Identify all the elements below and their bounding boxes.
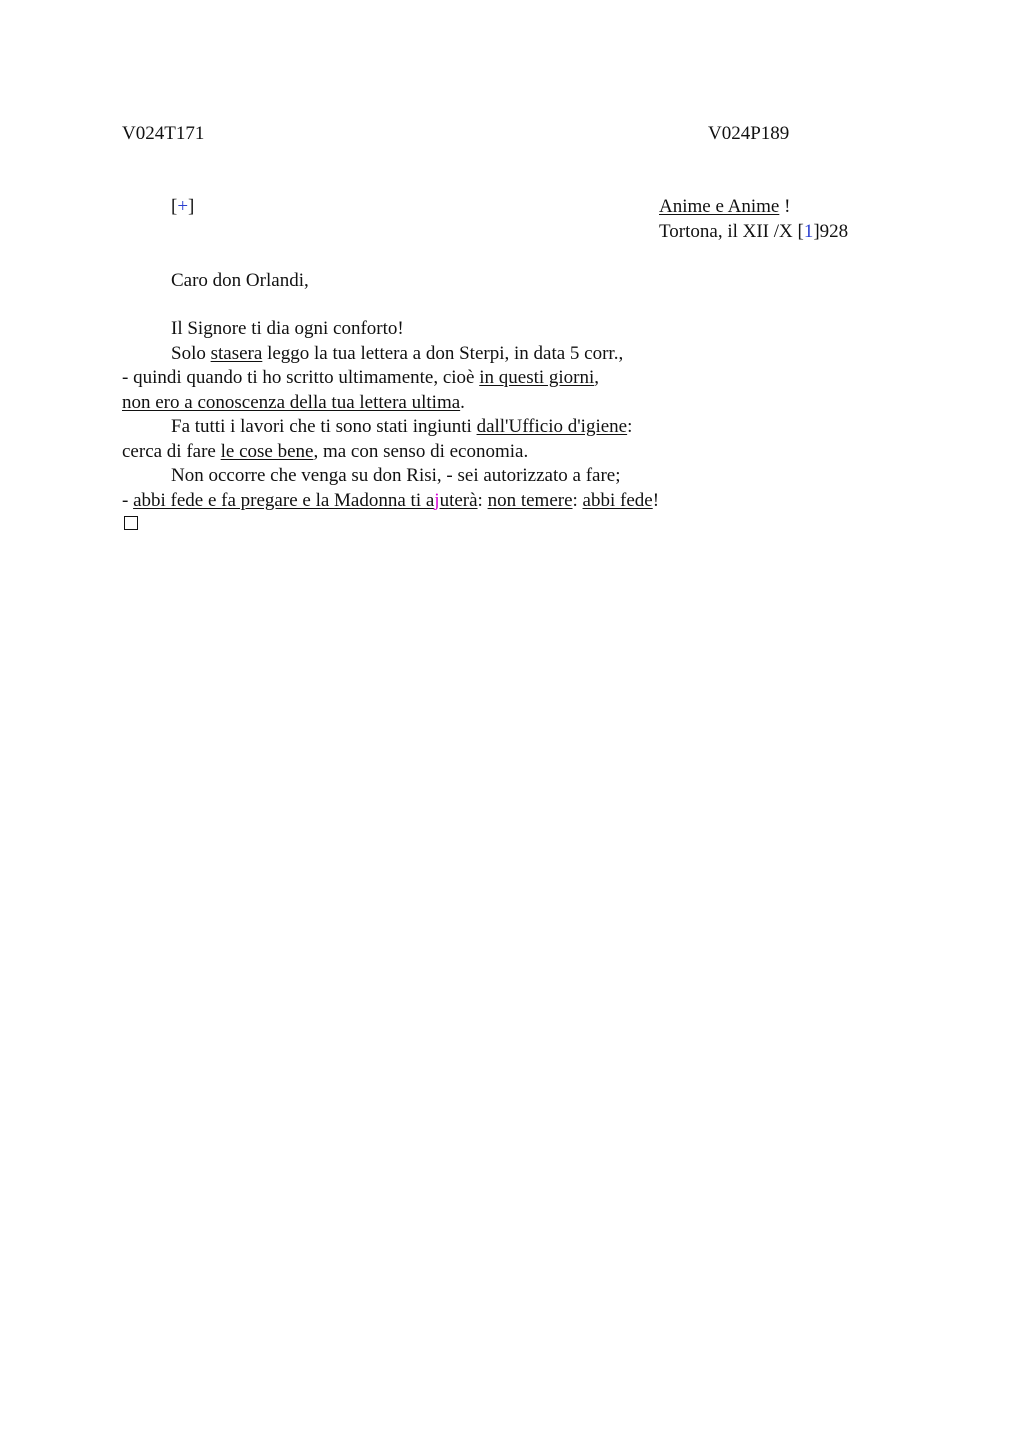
- underlined-phrase: uterà: [439, 490, 478, 511]
- document-code-right: V024P189: [708, 123, 790, 144]
- salutation: Caro don Orlandi,: [171, 270, 309, 291]
- text-segment: !: [652, 490, 660, 511]
- year-rest: ]928: [813, 221, 849, 242]
- place-date: [659, 220, 848, 244]
- text-segment: .: [460, 392, 465, 413]
- underlined-word: stasera: [210, 343, 263, 364]
- cross-mark: [171, 195, 194, 219]
- motto: Anime e Anime: [659, 196, 780, 217]
- text-segment: ,: [594, 367, 600, 388]
- underlined-phrase: abbi fede e fa pregare e la Madonna ti a: [133, 490, 435, 511]
- document-code-left: V024T171: [122, 123, 205, 144]
- motto-suffix: !: [779, 196, 791, 217]
- corrected-letter: j: [434, 490, 440, 511]
- cross-icon: +: [177, 196, 189, 217]
- body-line-2: [171, 342, 623, 366]
- motto-line: [659, 195, 790, 219]
- text-segment: leggo la tua lettera a don Sterpi, in data 5 corr.,: [262, 343, 624, 364]
- year-digit-editorial: 1: [803, 221, 814, 242]
- text-segment: :: [627, 416, 633, 437]
- text-segment: , ma con senso di economia.: [313, 441, 529, 462]
- underlined-phrase: abbi fede: [582, 490, 653, 511]
- text-segment: Fa tutti i lavori che ti sono stati ingiunti: [171, 416, 477, 437]
- body-line-4: [122, 391, 465, 415]
- text-segment: cerca di fare: [122, 441, 221, 462]
- text-segment: -: [122, 490, 134, 511]
- underlined-phrase: in questi giorni: [479, 367, 595, 388]
- body-line-6: [122, 440, 528, 464]
- body-line-1: Il Signore ti dia ogni conforto!: [171, 318, 404, 339]
- underlined-phrase: le cose bene: [220, 441, 314, 462]
- underlined-phrase: non ero a conoscenza della tua lettera ultima: [122, 392, 461, 413]
- underlined-phrase: dall'Ufficio d'igiene: [476, 416, 628, 437]
- cross-bracket-close: ]: [188, 196, 195, 217]
- body-line-3: [122, 366, 599, 390]
- text-segment: :: [477, 490, 488, 511]
- text-segment: :: [572, 490, 583, 511]
- body-line-8: [122, 489, 659, 513]
- cross-bracket-open: [: [171, 196, 178, 217]
- place-date-prefix: Tortona, il XII /X [: [659, 221, 804, 242]
- text-segment: Solo: [171, 343, 211, 364]
- body-line-7: Non occorre che venga su don Risi, - sei autorizzato a fare;: [171, 465, 621, 486]
- text-segment: - quindi quando ti ho scritto ultimamente, cioè: [122, 367, 480, 388]
- end-square-icon: [124, 516, 138, 530]
- underlined-phrase: non temere: [487, 490, 573, 511]
- body-line-5: [171, 415, 632, 439]
